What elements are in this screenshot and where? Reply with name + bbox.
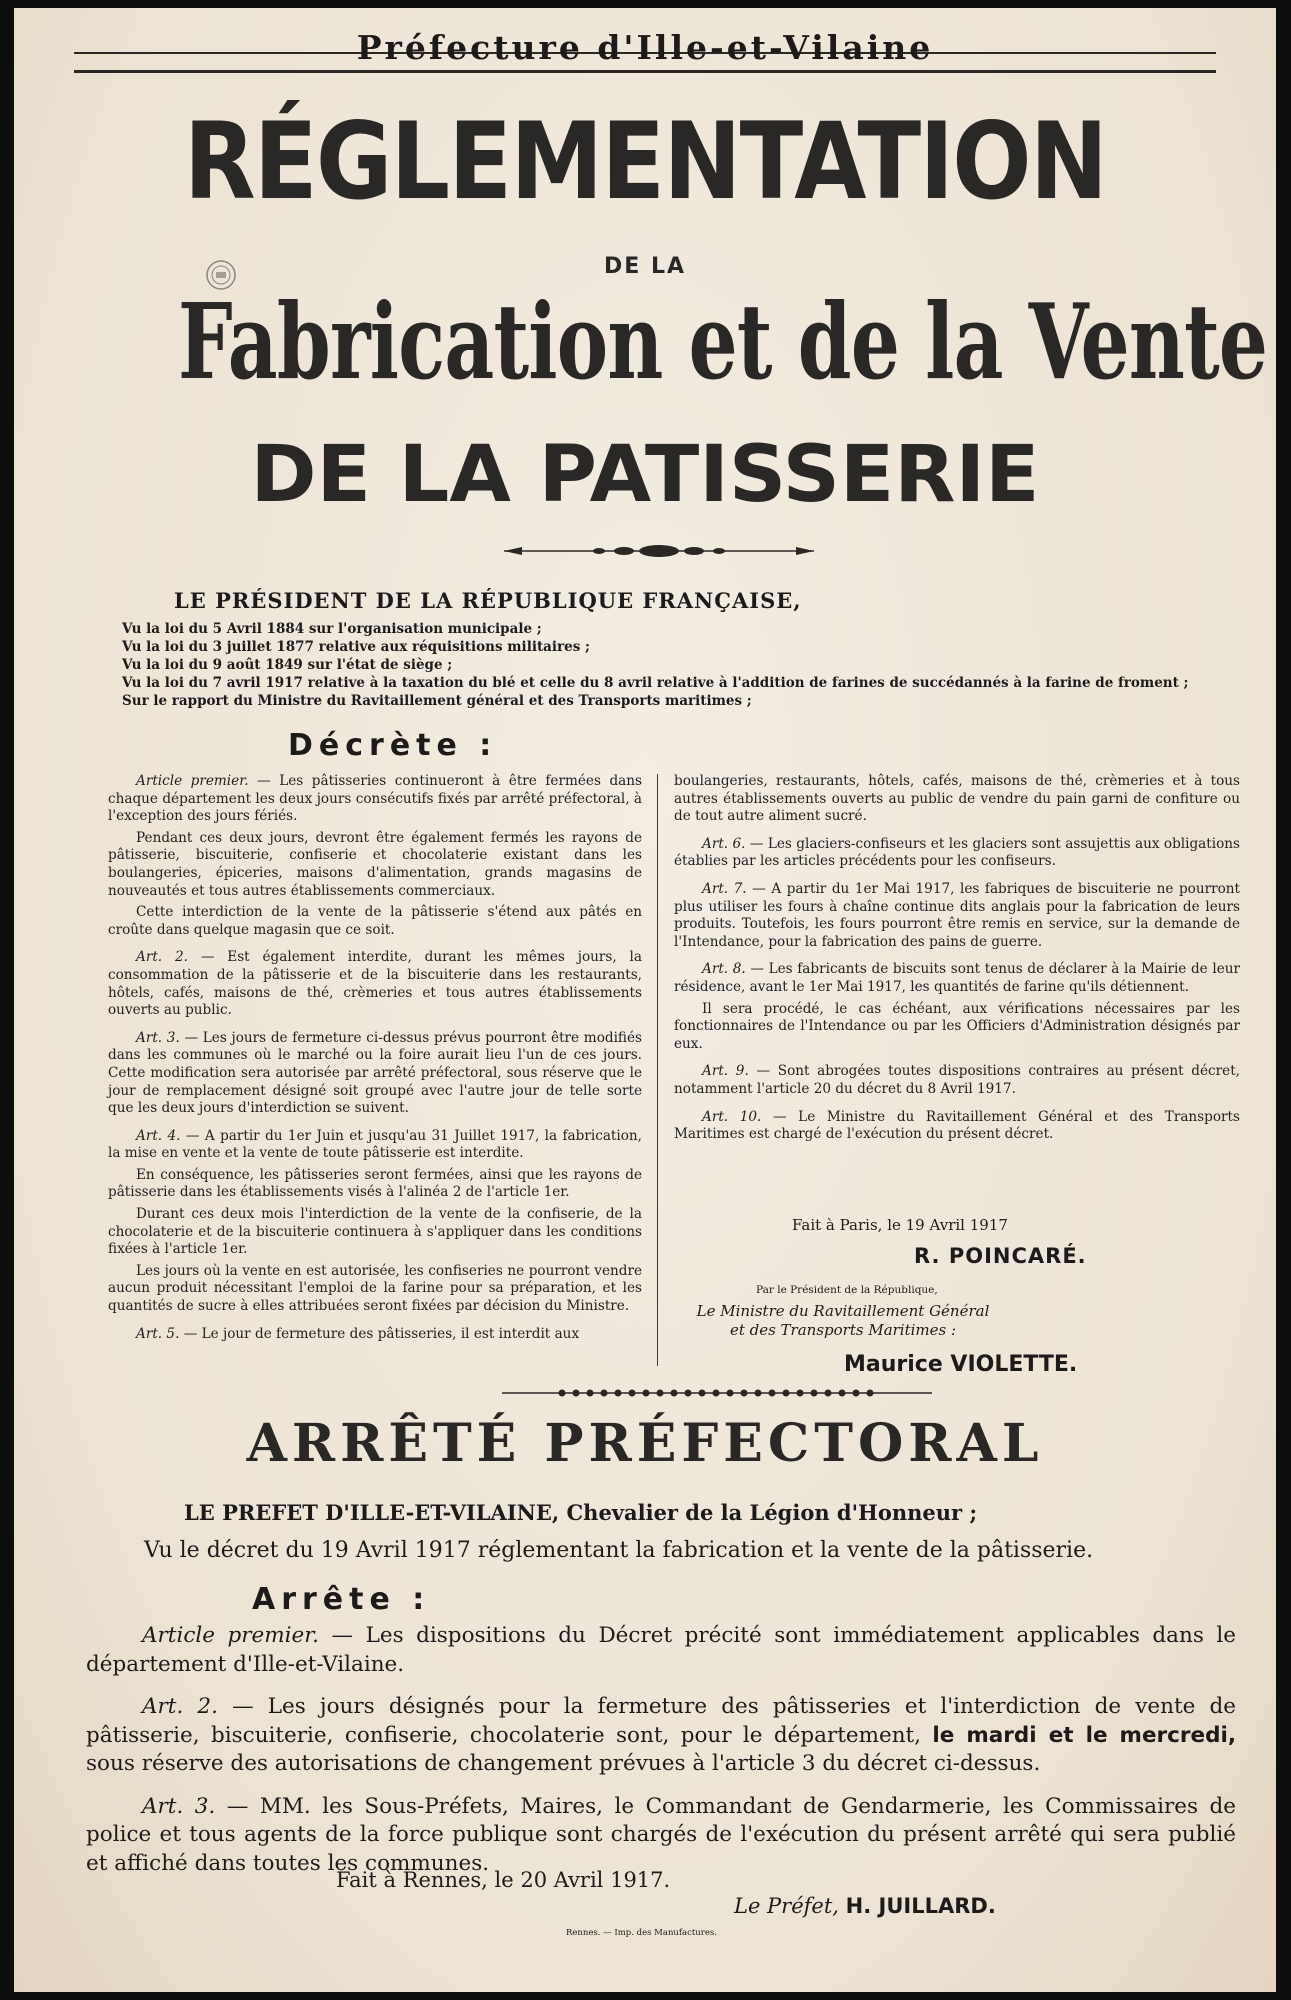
- ministre-line: Le Ministre du Ravitaillement Général: [696, 1302, 990, 1320]
- arrete-article: [86, 1622, 1236, 1679]
- ministre-title: [678, 1302, 1008, 1340]
- article-label: Art. 5.: [136, 1325, 180, 1342]
- fait-a-rennes: Fait à Rennes, le 20 Avril 1917.: [336, 1868, 671, 1892]
- title-fabrication: Fabrication et de la Vente: [178, 280, 1268, 403]
- ornament-divider-icon: [504, 542, 814, 560]
- arrete-article: [86, 1793, 1236, 1879]
- vu-item: Vu la loi du 3 juillet 1877 relative aux réquisitions militaires ;: [122, 639, 591, 655]
- article-label: Art. 7.: [702, 880, 747, 897]
- article-text: — A partir du 1er Juin et jusqu'au 31 Juillet 1917, la fabrication, la mise en vente et la vente de toute pâtisserie est interdite.: [108, 1127, 642, 1162]
- article-label: Article premier.: [142, 1623, 319, 1648]
- article-text: — MM. les Sous-Préfets, Maires, le Commandant de Gendarmerie, les Commissaires de police et tous agents de la force publique sont chargés de l'exécution du présent arrêté qui sera publié et affiché dans toutes les communes.: [86, 1793, 1236, 1876]
- vu-item: Sur le rapport du Ministre du Ravitaillement général et des Transports maritimes ;: [122, 693, 752, 709]
- article-text: — Les pâtisseries continueront à être fermées dans chaque département les deux jours consécutifs fixés par arrêté préfectoral, à l'exception des jours fériés.: [108, 773, 642, 825]
- decree-left-column: [108, 773, 642, 1347]
- title-reglementation: RÉGLEMENTATION: [183, 100, 1107, 223]
- article-text: — Les jours de fermeture ci-dessus prévus pourront être modifiés dans les communes où le marché ou la foire aurait lieu l'un de ces jours. Cette modification sera autorisée par arrêté préfectoral, sous réserve que le jour de remplacement désigné soit groupé avec l'autre jour de telle sorte que les deux jours d'interdiction se suivent.: [108, 1029, 643, 1117]
- prefet-signature: [734, 1894, 996, 1918]
- column-divider: [657, 774, 658, 1366]
- vu-item: Vu la loi du 5 Avril 1884 sur l'organisation municipale ;: [122, 621, 542, 637]
- article-paragraph: [108, 1167, 642, 1202]
- article-text: Il sera procédé, le cas échéant, aux vérifications nécessaires par les fonctionnaires de l'Intendance ou par les Officiers d'Administration désignés par eux.: [674, 1000, 1240, 1052]
- prefet-name: H. JUILLARD.: [845, 1894, 996, 1918]
- article-text: sous réserve des autorisations de changement prévues à l'article 3 du décret ci-dessus.: [86, 1751, 1041, 1776]
- arrete-article: [86, 1693, 1236, 1779]
- poster-sheet: [14, 8, 1276, 1992]
- article-label: Art. 2.: [136, 949, 188, 966]
- article-paragraph: [674, 1063, 1240, 1098]
- article-paragraph: [108, 1030, 642, 1118]
- article-label: Art. 10.: [702, 1108, 762, 1125]
- article-paragraph: [108, 1263, 642, 1316]
- prefet-label: Le Préfet,: [734, 1894, 839, 1918]
- signature-poincare: R. POINCARÉ.: [914, 1244, 1087, 1268]
- article-text: — Les fabricants de biscuits sont tenus de déclarer à la Mairie de leur résidence, avant le 1er Mai 1917, les quantités de farine qu'ils détiennent.: [674, 961, 1241, 995]
- signature-violette: Maurice VIOLETTE.: [844, 1352, 1078, 1377]
- article-paragraph: [108, 773, 642, 826]
- article-paragraph: [108, 949, 642, 1019]
- par-le-president: Par le Président de la République,: [756, 1284, 938, 1296]
- article-label: Art. 3.: [136, 1029, 180, 1046]
- article-label: Art. 3.: [142, 1793, 216, 1819]
- prefecture-header: Préfecture d'Ille-et-Vilaine: [356, 28, 934, 67]
- article-text: — Les jours désignés pour la fermeture des pâtisseries et l'interdiction de vente de pâtisserie, biscuiterie, confiserie, chocolaterie sont, pour le département,: [86, 1694, 1236, 1748]
- article-text: — Les glaciers-confiseurs et les glaciers sont assujettis aux obligations établies par les articles précédents pour les confiseurs.: [674, 835, 1241, 870]
- article-text: — A partir du 1er Mai 1917, les fabriques de biscuiterie ne pourront plus utiliser les fours à chaîne continue dits anglais pour la fabrication de leurs produits. Toutefois, les fours pourront être remis en service, sur la demande de l'Intendance, pour la fabrication des pains de guerre.: [674, 880, 1241, 950]
- top-rule-2: [74, 70, 1216, 73]
- arrete-body: [86, 1622, 1236, 1892]
- printer-imprint: Rennes. — Imp. des Manufactures.: [566, 1928, 717, 1938]
- article-text: Les jours où la vente en est autorisée, les confiseries ne pourront vendre aucun produit nécessitant l'emploi de la farine pour sa préparation, et les quantités de sucre à elles attribuées seront fixées par décision du Ministre.: [108, 1262, 642, 1315]
- closing-days: le mardi et le mercredi,: [932, 1722, 1236, 1748]
- article-paragraph: [674, 961, 1240, 996]
- ornament-chain-icon: [502, 1386, 932, 1400]
- vu-list: [122, 620, 1222, 710]
- vu-item: Vu la loi du 7 avril 1917 relative à la taxation du blé et celle du 8 avril relative à l'addition de farines de succédannés à la farine de froment ;: [122, 675, 1189, 691]
- ministre-line: et des Transports Maritimes :: [729, 1321, 957, 1339]
- article-paragraph: [108, 1206, 642, 1259]
- article-label: Art. 9.: [702, 1063, 749, 1080]
- article-label: Art. 2.: [142, 1694, 218, 1719]
- article-text: En conséquence, les pâtisseries seront fermées, ainsi que les rayons de pâtisserie dans les établissements visés à l'alinéa 2 de l'article 1er.: [108, 1166, 642, 1201]
- arrete-prefectoral-title: ARRÊTÉ PRÉFECTORAL: [246, 1413, 1044, 1474]
- article-text: Pendant ces deux jours, devront être également fermés les rayons de pâtisserie, biscuiterie, confiserie et chocolaterie existant dans les boulangeries, épiceries, maisons d'alimentation, grands magasins de nouveautés et tous autres établissements commerciaux.: [108, 829, 642, 899]
- title-de-la: DE LA: [604, 254, 686, 279]
- title-patisserie: DE LA PATISSERIE: [250, 430, 1040, 520]
- article-text: — Les dispositions du Décret précité sont immédiatement applicables dans le département d'Ille-et-Vilaine.: [86, 1623, 1237, 1677]
- article-text: — Sont abrogées toutes dispositions contraires au présent décret, notamment l'article 20 du décret du 8 Avril 1917.: [674, 1063, 1240, 1097]
- article-label: Article premier.: [136, 773, 249, 789]
- article-text: Cette interdiction de la vente de la pâtisserie s'étend aux pâtés en croûte dans quelque magasin que ce soit.: [108, 904, 642, 938]
- article-paragraph: [674, 1109, 1240, 1144]
- decrete-heading: Décrète :: [288, 728, 498, 763]
- prefet-heading: LE PREFET D'ILLE-ET-VILAINE, Chevalier de la Légion d'Honneur ;: [184, 1500, 978, 1525]
- article-paragraph: [108, 1128, 642, 1163]
- article-text: — Le jour de fermeture des pâtisseries, il est interdit aux: [179, 1325, 580, 1342]
- article-label: Art. 6.: [702, 835, 746, 852]
- article-label: Art. 4.: [136, 1127, 181, 1144]
- article-text: — Le Ministre du Ravitaillement Général et des Transports Maritimes est chargé de l'exécution du présent décret.: [674, 1108, 1240, 1143]
- vu-item: Vu la loi du 9 août 1849 sur l'état de siège ;: [122, 657, 453, 673]
- article-paragraph: [674, 836, 1240, 871]
- arrete-heading: Arrête :: [252, 1582, 431, 1617]
- article-paragraph: [674, 1001, 1240, 1054]
- article-paragraph: [108, 830, 642, 900]
- decree-right-column: [674, 773, 1240, 1148]
- article-paragraph: [108, 1326, 642, 1344]
- article-text: — Est également interdite, durant les mêmes jours, la consommation de la pâtisserie et de la biscuiterie dans les restaurants, hôtels, cafés, maisons de thé, crèmeries et tous autres établissements ouverts au public.: [108, 949, 643, 1019]
- article-paragraph: [674, 773, 1240, 826]
- article-paragraph: [108, 904, 642, 939]
- article-text: boulangeries, restaurants, hôtels, cafés, maisons de thé, crèmeries et à tous autres établissements ouverts au public de vendre du pain garni de confiture ou de tout autre aliment sucré.: [674, 773, 1240, 825]
- article-label: Art. 8.: [702, 961, 746, 978]
- article-text: Durant ces deux mois l'interdiction de la vente de la confiserie, de la chocolaterie et de la biscuiterie continuera à s'appliquer dans les conditions fixées à l'article 1er.: [108, 1206, 642, 1258]
- article-paragraph: [674, 881, 1240, 951]
- president-heading: LE PRÉSIDENT DE LA RÉPUBLIQUE FRANÇAISE,: [174, 588, 802, 613]
- fait-a-paris: Fait à Paris, le 19 Avril 1917: [792, 1216, 1008, 1234]
- vu-decret: Vu le décret du 19 Avril 1917 réglementant la fabrication et la vente de la pâtisserie.: [144, 1538, 1094, 1563]
